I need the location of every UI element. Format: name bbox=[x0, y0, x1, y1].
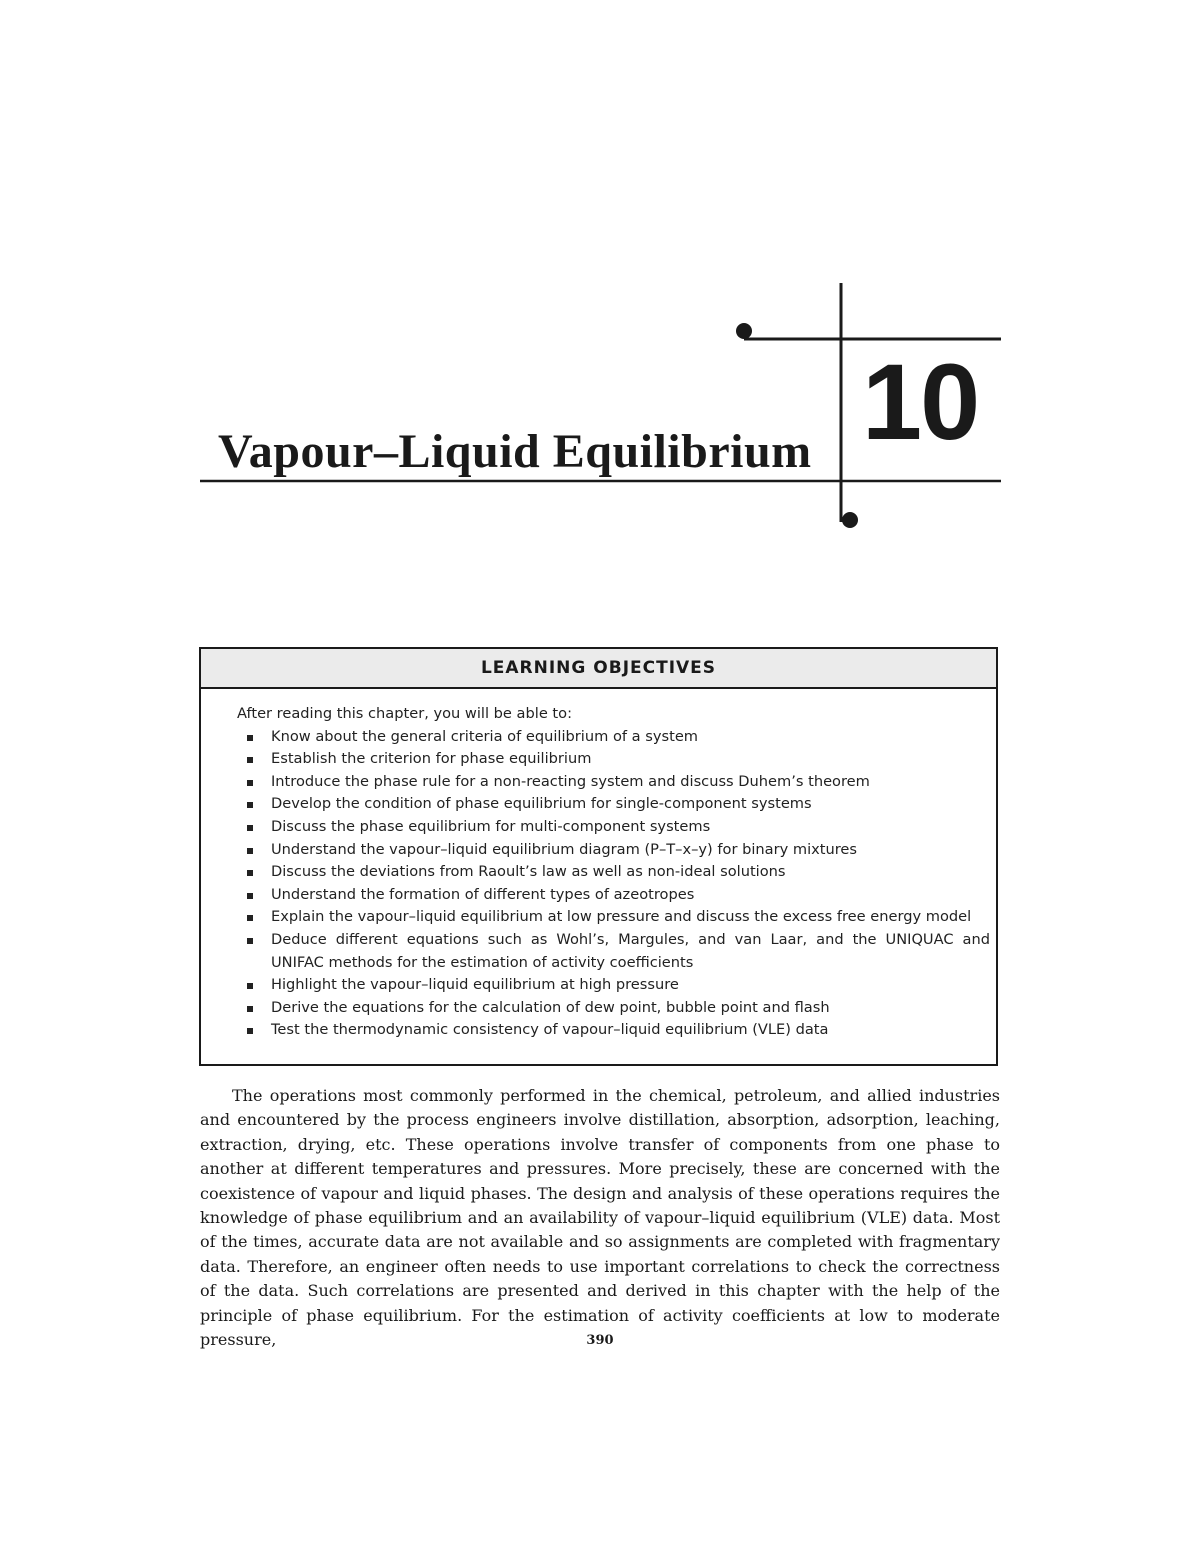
objective-item: Derive the equations for the calculation of dew point, bubble point and flash bbox=[237, 997, 990, 1020]
objective-item: Develop the condition of phase equilibrium for single-component systems bbox=[237, 793, 990, 816]
objective-item: Discuss the phase equilibrium for multi-component systems bbox=[237, 816, 990, 839]
objective-item: Explain the vapour–liquid equilibrium at low pressure and discuss the excess free energy model bbox=[237, 906, 990, 929]
objective-item: Introduce the phase rule for a non-reacting system and discuss Duhem’s theorem bbox=[237, 771, 990, 794]
learning-objectives-body bbox=[201, 689, 996, 1042]
learning-objectives-list bbox=[237, 726, 990, 1042]
ornament-dot-bottom bbox=[842, 512, 858, 528]
objective-item: Discuss the deviations from Raoult’s law as well as non-ideal solutions bbox=[237, 861, 990, 884]
objective-item: Deduce different equations such as Wohl’s, Margules, and van Laar, and the UNIQUAC and UNIFAC methods for the estimation of activity coefficients bbox=[237, 929, 990, 974]
learning-objectives-intro: After reading this chapter, you will be able to: bbox=[237, 705, 573, 722]
objective-item: Know about the general criteria of equilibrium of a system bbox=[237, 726, 990, 749]
objective-item: Understand the formation of different types of azeotropes bbox=[237, 884, 990, 907]
learning-objectives-heading: LEARNING OBJECTIVES bbox=[201, 649, 996, 689]
objective-item: Test the thermodynamic consistency of vapour–liquid equilibrium (VLE) data bbox=[237, 1019, 990, 1042]
page-number: 390 bbox=[586, 1333, 614, 1348]
objective-item: Establish the criterion for phase equilibrium bbox=[237, 748, 990, 771]
chapter-title: Vapour–Liquid Equilibrium bbox=[218, 425, 812, 478]
body-paragraph: The operations most commonly performed in the chemical, petroleum, and allied industries and encountered by the process engineers involve distillation, absorption, adsorption, leaching, extraction, drying, etc. These operations involve transfer of components from one phase to another at different temperatures and pressures. More precisely, these are concerned with the coexistence of vapour and liquid phases. The design and analysis of these operations requires the knowledge of phase equilibrium and an availability of vapour–liquid equilibrium (VLE) data. Most of the times, accurate data are not available and so assignments are completed with fragmentary data. Therefore, an engineer often needs to use important correlations to check the correctness of the data. Such correlations are presented and derived in this chapter with the help of the principle of phase equilibrium. For the estimation of activity coefficients at low to moderate pressure, bbox=[200, 1086, 1000, 1350]
objective-item: Understand the vapour–liquid equilibrium diagram (P–T–x–y) for binary mixtures bbox=[237, 839, 990, 862]
chapter-number: 10 bbox=[862, 341, 979, 462]
ornament-dot-top bbox=[736, 323, 752, 339]
objective-item: Highlight the vapour–liquid equilibrium at high pressure bbox=[237, 974, 990, 997]
learning-objectives-box bbox=[199, 647, 998, 1066]
